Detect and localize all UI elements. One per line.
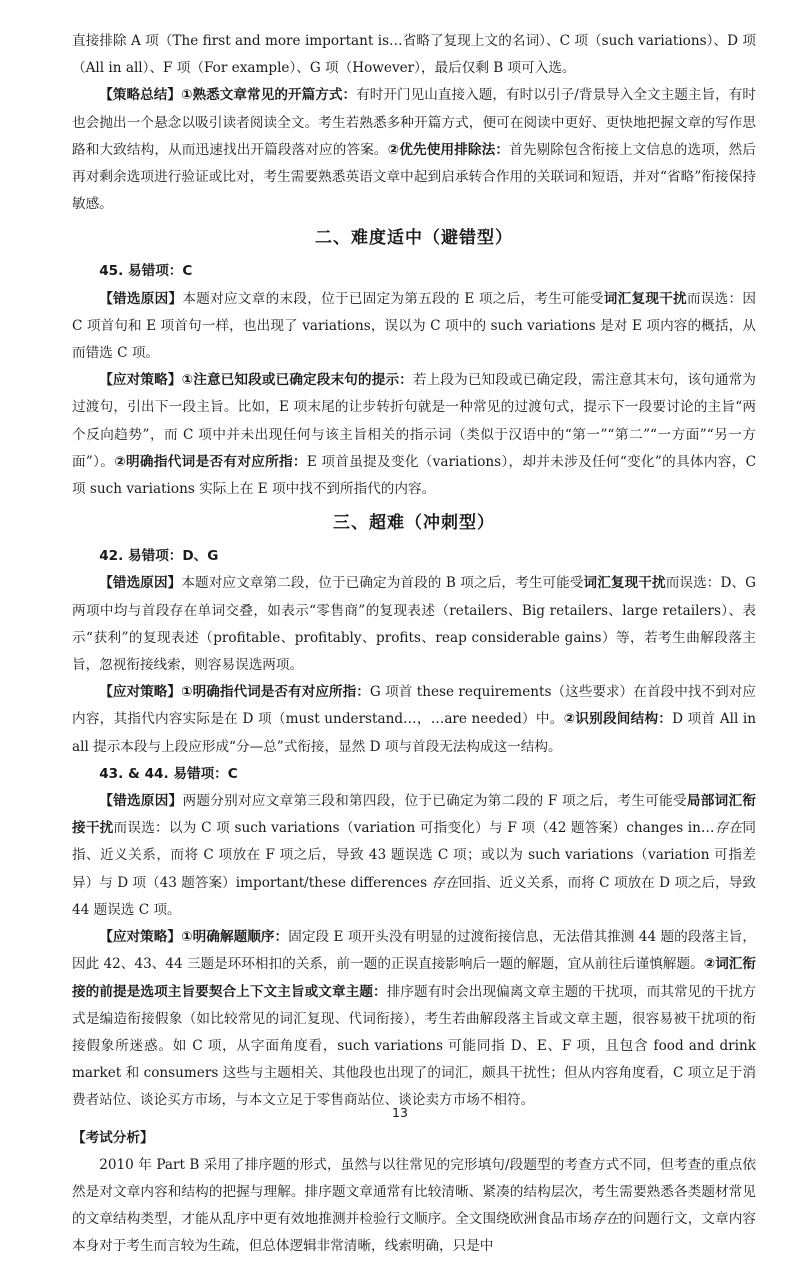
strategy-43-44 — [72, 924, 756, 1114]
intro-paragraph — [72, 28, 756, 82]
reason-keyword: 局部词汇衔接干扰 — [72, 793, 757, 837]
section-title-moderate: 二、难度适中（避错型） — [315, 228, 513, 249]
reason-italic: 存在 — [431, 874, 459, 891]
strategy-text: 排序题有时会出现偏离文章主题的干扰项，而其常见的干扰方式是编造衔接假象（如比较常见的词汇复现、代词衔接），考生若曲解段落主旨或文章主题，很容易被干扰项的衔接假象所迷惑。如 C 项，从字面角度看，such variations 可能同指 D、E、F 项，且包含 food and drink market 和 consumers 这些与主题相关、其他段也出现了的词汇，颇具干扰性；但从内容角度看，C 项立足于消费者站位、谈论买方市场，与本文立足于零售商站位、谈论卖方市场不相符。 — [72, 983, 757, 1109]
strategy-keyword: ①明确指代词是否有对应所指： — [181, 684, 370, 701]
error-reason-label: 【错选原因】 — [99, 290, 183, 307]
exam-analysis-paragraph — [72, 1152, 756, 1261]
strategy-keyword: ②明确指代词是否有对应所指： — [114, 453, 307, 470]
strategy-45 — [72, 367, 756, 503]
strategy-text: 固定段 E 项开头没有明显的过渡衔接信息，无法借其推测 44 题的段落主旨，因此 42、43、44 三题是环环相扣的关系，前一题的正误直接影响后一题的解题，宜从前往后谨慎解题。 — [72, 929, 756, 973]
reason-keyword: 词汇复现干扰 — [603, 290, 687, 307]
analysis-italic: 存在 — [591, 1211, 620, 1228]
reason-text: 本题对应文章第二段，位于已确定为首段的 B 项之后，考生可能受 — [181, 575, 584, 592]
exam-analysis-title: 【考试分析】 — [72, 1129, 154, 1146]
question-heading-43-44: 43. & 44. 易错项：C — [99, 765, 238, 782]
strategy-keyword: ①明确解题顺序： — [181, 929, 289, 946]
intro-text: 直接排除 A 项（The first and more important is…省略了复现上文的名词）、C 项（such variations）、D 项（All in all）、F 项（For example）、G 项（However），最后仅剩 B 项可入选。 — [72, 33, 756, 77]
question-heading-45: 45. 易错项：C — [99, 263, 193, 280]
reason-text: 两题分别对应文章第三段和第四段，位于已确定为第二段的 F 项之后，考生可能受 — [182, 793, 687, 810]
strategy-label: 【应对策略】 — [99, 684, 182, 701]
strategy-keyword: ②识别段间结构： — [563, 711, 673, 728]
reason-text: 回指、近义关系，而将 C 项放在 D 项之后，导致 44 题误选 C 项。 — [72, 874, 756, 918]
strategy-text-2: 首先剔除包含衔接上文信息的选项，然后再对剩余选项进行验证或比对，考生需要熟悉英语文章中起到启承转合作用的关联词和短语，并对“省略”衔接保持敏感。 — [72, 141, 756, 213]
analysis-text: 2010 年 Part B 采用了排序题的形式，虽然与以往常见的完形填句/段题型的考查方式不同，但考查的重点依然是对文章内容和结构的把握与理解。排序题文章通常有比较清晰、紧凑的结构层次，考生需要熟悉各类题材常见的文章结构类型，才能从乱序中更有效地推测并检验行文顺序。全文围绕欧洲食品市场 — [72, 1156, 756, 1228]
strategy-text: E 项首虽提及变化（variations），却并未涉及任何“变化”的具体内容，C 项 such variations 实际上在 E 项中找不到所指代的内容。 — [72, 453, 757, 498]
strategy-label: 【应对策略】 — [99, 372, 182, 389]
error-reason-42 — [72, 570, 756, 679]
error-reason-label: 【错选原因】 — [99, 793, 183, 810]
page-body — [72, 28, 756, 1261]
reason-text: 而误选：以为 C 项 such variations（variation 可指变化）与 F 项（42 题答案）changes in… — [113, 820, 715, 837]
strategy-summary-paragraph — [72, 82, 756, 218]
reason-text: 而误选：D、G 两项中均与首段存在单词交叠，如表示“零售商”的复现表述（retailers、Big retailers、large retailers）、表示“获利”的复现表述（profitable、profitably、profits、reap considerable gains）等，若考生曲解段落主旨，忽视衔接线索，则容易误选两项。 — [72, 575, 756, 674]
error-reason-45 — [72, 286, 756, 368]
reason-text: 而误选：因 C 项首句和 E 项首句一样，也出现了 variations，误以为 C 项中的 such variations 是对 E 项内容的概括，从而错选 C 项。 — [72, 290, 757, 362]
strategy-keyword: ①注意已知段或已确定段末句的提示： — [181, 372, 413, 389]
strategy-point-2: ②优先使用排除法： — [387, 141, 510, 158]
question-heading-42: 42. 易错项：D、G — [99, 548, 219, 565]
reason-text: 本题对应文章的末段，位于已固定为第五段的 E 项之后，考生可能受 — [182, 290, 604, 307]
exam-analysis-label — [72, 1125, 756, 1152]
strategy-summary-label: 【策略总结】 — [99, 87, 181, 104]
strategy-42 — [72, 679, 756, 761]
strategy-label: 【应对策略】 — [99, 929, 182, 946]
section-title-hard: 三、超难（冲刺型） — [333, 513, 495, 534]
error-reason-label: 【错选原因】 — [99, 575, 182, 592]
strategy-text: 若上段为已知段或已确定段，需注意其末句，该句通常为过渡句，引出下一段主旨。比如，E 项末尾的让步转折句就是一种常见的过渡句式，提示下一段要讨论的主旨“两个反向趋势”，而 C 项中并未出现任何与该主旨相关的指示词（类似于汉语中的“第一”“第二”“一方面”“另一方面”）。 — [72, 372, 757, 470]
strategy-text: D 项首 All in all 提示本段与上段应形成“分—总”式衔接，显然 D 项与首段无法构成这一结构。 — [72, 711, 756, 755]
analysis-text: 的问题行文，文章内容本身对于考生而言较为生疏，但总体逻辑非常清晰，线索明确，只是中 — [72, 1211, 757, 1255]
reason-keyword: 词汇复现干扰 — [583, 575, 666, 592]
reason-text: 同指、近义关系，而将 C 项放在 F 项之后，导致 43 题误选 C 项；或以为 such variations（variation 可指差异）与 D 项（43 题答案）important/these differences — [72, 820, 757, 891]
strategy-keyword: ②词汇衔接的前提是选项主旨要契合上下文主旨或文章主题： — [72, 956, 756, 1000]
strategy-text: G 项首 these requirements（这些要求）在首段中找不到对应内容，其指代内容实际是在 D 项（must understand…，…are needed）中。 — [72, 684, 757, 728]
strategy-text-1: 有时开门见山直接入题，有时以引子/背景导入全文主题主旨，有时也会抛出一个悬念以吸引读者阅读全文。考生若熟悉多种开篇方式，便可在阅读中更好、更快地把握文章的写作思路和大致结构，从而迅速找出开篇段落对应的答案。 — [72, 87, 757, 158]
error-reason-43-44 — [72, 788, 756, 924]
strategy-point-1: ①熟悉文章常见的开篇方式： — [180, 87, 357, 104]
page-number: 13 — [392, 1105, 408, 1120]
reason-italic: 存在 — [714, 820, 743, 837]
